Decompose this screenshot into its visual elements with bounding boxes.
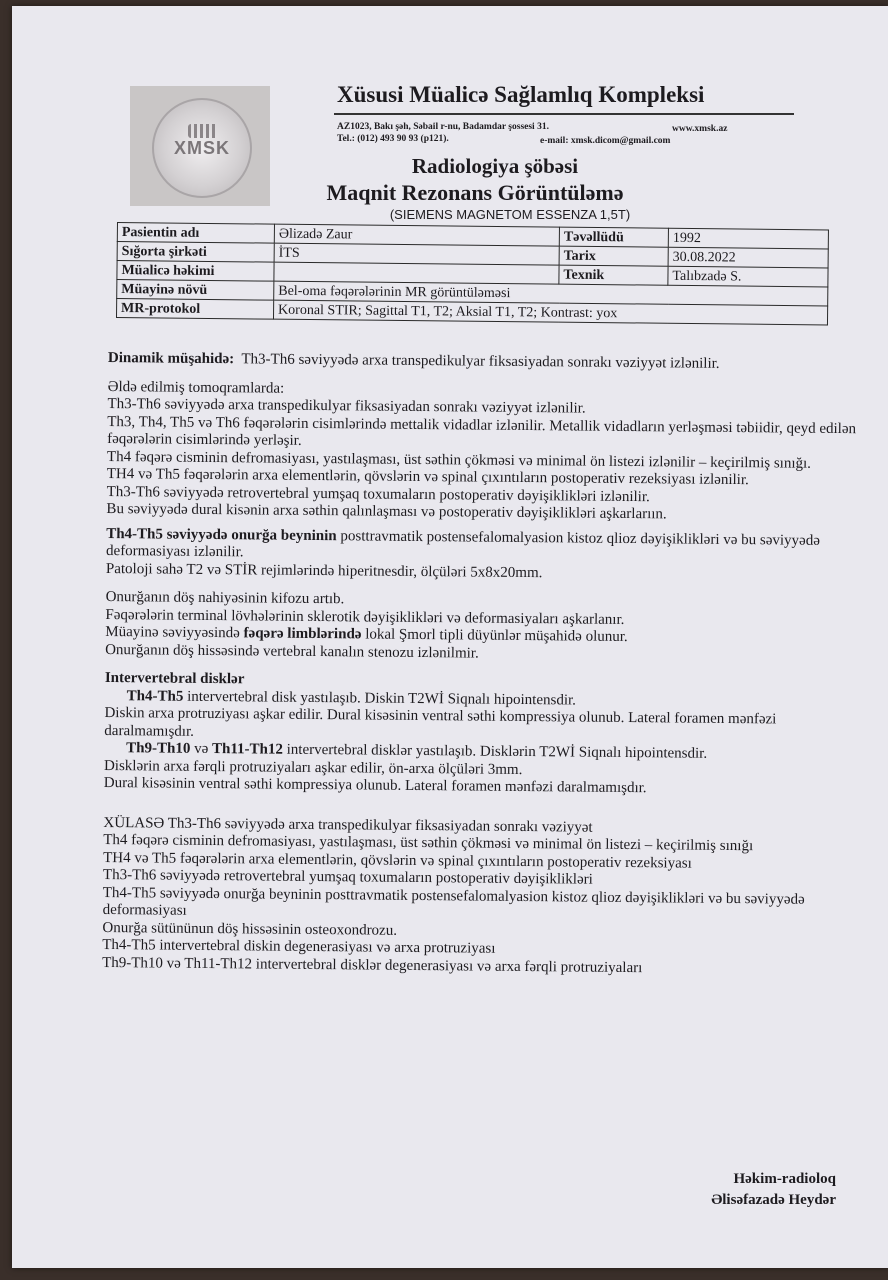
patient-info-table — [116, 222, 829, 325]
signature-name: Əlisəfazadə Heydər — [711, 1192, 836, 1208]
summary-line: Th4-Th5 intervertebral diskin degenerasiyası və arxa protruziyası — [102, 936, 496, 957]
cord-finding-bold: Th4-Th5 səviyyədə onurğa beyninin — [106, 525, 337, 544]
report-body — [102, 350, 868, 979]
finding-2: Th3, Th4, Th5 və Th6 fəqərələrin cisimlərində mettalik vidadlar izlənilir. Metallik vidadların yerləşməsi təbiidir, qeyd edilən fəqərələrin cisimlərində yerləşir. — [107, 413, 857, 449]
clinic-address: AZ1023, Bakı şəh, Səbail r-nu, Badamdar şossesi 31. — [337, 122, 549, 132]
device-name: (SIEMENS MAGNETOM ESSENZA 1,5T) — [389, 207, 631, 222]
disc-heading: Intervertebral disklər — [104, 669, 245, 688]
cord-finding-text: posttravmatik postensefalomalyasion kistoz qlioz dəyişiklikləri və bu səviyyədə deformasiyası izlənilir. — [105, 527, 820, 561]
summary-line: XÜLASƏ Th3-Th6 səviyyədə arxa transpedikulyar fiksasiyadan sonrakı vəziyyət — [103, 814, 593, 836]
birth-label: Təvəllüdü — [559, 227, 668, 247]
clinic-website: www.xmsk.az — [672, 124, 728, 134]
spine-finding-3-bold: fəqərə limblərində — [243, 625, 362, 643]
finding-1: Th3-Th6 səviyyədə arxa transpedikulyar fiksasiyadan sonrakı vəziyyət izlənilir. — [107, 395, 586, 417]
date-label: Tarix — [559, 246, 668, 266]
summary-line: Th4-Th5 səviyyədə onurğa beyninin posttravmatik postensefalomalyasion kistoz qlioz dəyişiklikləri və bu səviyyədə deformasiyası — [102, 884, 805, 919]
birth-value: 1992 — [668, 228, 828, 249]
disc-level-3: Th11-Th12 — [211, 741, 283, 758]
disc-level-1: Th4-Th5 — [126, 687, 184, 705]
summary-line: Onurğa sütününun döş hissəsinin osteoxondrozu. — [102, 919, 398, 939]
header-divider — [334, 113, 794, 115]
logo-text: XMSK — [173, 138, 230, 158]
spine-finding-3-pre: Müayinə səviyyəsində — [105, 623, 244, 642]
logo-dots-icon — [188, 124, 218, 138]
spine-finding-3-post: lokal Şmorl tipli düyünlər müşahidə olunur. — [361, 626, 628, 646]
spine-finding-4: Onurğanın döş hissəsində vertebral kanalın stenozu izlənilmir. — [105, 641, 479, 662]
finding-4: TH4 və Th5 fəqərələrin arxa elementlərin, qövslərin və spinal çıxıntıların postoperativ rezeksiyası izlənilir. — [106, 465, 749, 489]
exam-label: Müayinə növü — [117, 280, 274, 301]
disc-finding-2: Diskin arxa protruziyası aşkar edilir. Dural kisəsinin ventral səthi kompressiya olunub. Lateral foramen mənfəzi daralmamışdır. — [104, 704, 777, 740]
findings-intro: Əldə edilmiş tomoqramlarda: — [107, 378, 285, 397]
summary-line: Th3-Th6 səviyyədə retrovertebral yumşaq toxumaların postoperativ dəyişiklikləri — [102, 866, 593, 888]
department-title: Radiologiya şöbəsi — [411, 154, 579, 178]
finding-6: Bu səviyyədə dural kisənin arxa səthin qalınlaşması və postoperativ dəyişiklikləri aşkarlarıın. — [106, 500, 667, 523]
exam-type-title: Maqnit Rezonans Görüntüləmə — [326, 180, 624, 205]
clinic-name: Xüsusi Müalicə Sağlamlıq Kompleksi — [337, 82, 705, 107]
disc-finding-1-text: intervertebral disk yastılaşıb. Diskin T2Wİ Siqnalı hipointensdir. — [183, 688, 577, 709]
finding-3: Th4 fəqərə cisminin defromasiyası, yastılaşması, üst səthin çökməsi və minimal ön listezi izlənilir – keçirilmiş sınığı. — [106, 448, 812, 472]
clinic-email: e-mail: xmsk.dicom@gmail.com — [540, 136, 671, 146]
summary-line: Th4 fəqərə cisminin defromasiyası, yastılaşması, üst səthin çökməsi və minimal ön listezi – keçirilmiş sınığı — [103, 831, 754, 855]
disc-finding-4: Disklərin arxa fərqli protruziyaları aşkar edilir, ön-arxa ölçüləri 3mm. — [103, 757, 523, 778]
summary-line: TH4 və Th5 fəqərələrin arxa elementlərin, qövslərin və spinal çıxıntıların postoperativ rezeksiyası — [103, 849, 692, 872]
cord-finding-2: Patoloji sahə T2 və STİR rejimlərində hiperitnesdir, ölçüləri 5x8x20mm. — [105, 560, 543, 581]
insurance-value: İTS — [274, 243, 559, 265]
spine-finding-1: Onurğanın döş nahiyəsinin kifozu artıb. — [105, 588, 345, 608]
insurance-label: Sığorta şirkəti — [117, 242, 274, 263]
tech-value: Talıbzadə S. — [668, 266, 828, 287]
disc-finding-3-text: intervertebral disklər yastılaşıb. Disklərin T2Wİ Siqnalı hipointensdir. — [282, 741, 708, 762]
report-page — [12, 6, 888, 1268]
protocol-value: Koronal STIR; Sagittal T1, T2; Aksial T1, T2; Kontrast: yox — [273, 300, 827, 325]
patient-value: Əlizadə Zaur — [274, 224, 559, 246]
summary-line: Th9-Th10 və Th11-Th12 intervertebral disklər degenerasiyası və arxa fərqli protruziyaları — [102, 954, 643, 976]
patient-label: Pasientin adı — [117, 223, 274, 244]
dynamic-label: Dinamik müşahidə: — [107, 350, 235, 368]
tech-label: Texnik — [559, 265, 668, 285]
disc-finding-5: Dural kisəsinin ventral səthi kompressiya olunub. Lateral foramen mənfəzi daralmamışdır. — [103, 774, 647, 797]
clinic-phone: Tel.: (012) 493 90 93 (p121). — [337, 134, 449, 144]
finding-5: Th3-Th6 səviyyədə retrovertebral yumşaq toxumaların postoperativ dəyişiklikləri izlənilir. — [106, 483, 650, 505]
signature-role: Həkim-radioloq — [733, 1171, 836, 1187]
date-value: 30.08.2022 — [668, 247, 828, 268]
spine-finding-2: Fəqərələrin terminal lövhələrinin sklerotik dəyişiklikləri və deformasiyaları aşkarlanır. — [105, 606, 625, 628]
disc-level-2: Th9-Th10 — [126, 740, 191, 757]
disc-finding-3-mid: və — [190, 740, 213, 758]
dynamic-text: Th3-Th6 səviyyədə arxa transpedikulyar fiksasiyadan sonrakı vəziyyət izlənilir. — [241, 351, 720, 372]
doctor-label: Müalicə həkimi — [117, 261, 274, 282]
signature-block — [711, 1169, 836, 1211]
protocol-label: MR-protokol — [116, 299, 273, 320]
exam-value: Bel-oma fəqərələrinin MR görüntüləməsi — [274, 281, 828, 306]
